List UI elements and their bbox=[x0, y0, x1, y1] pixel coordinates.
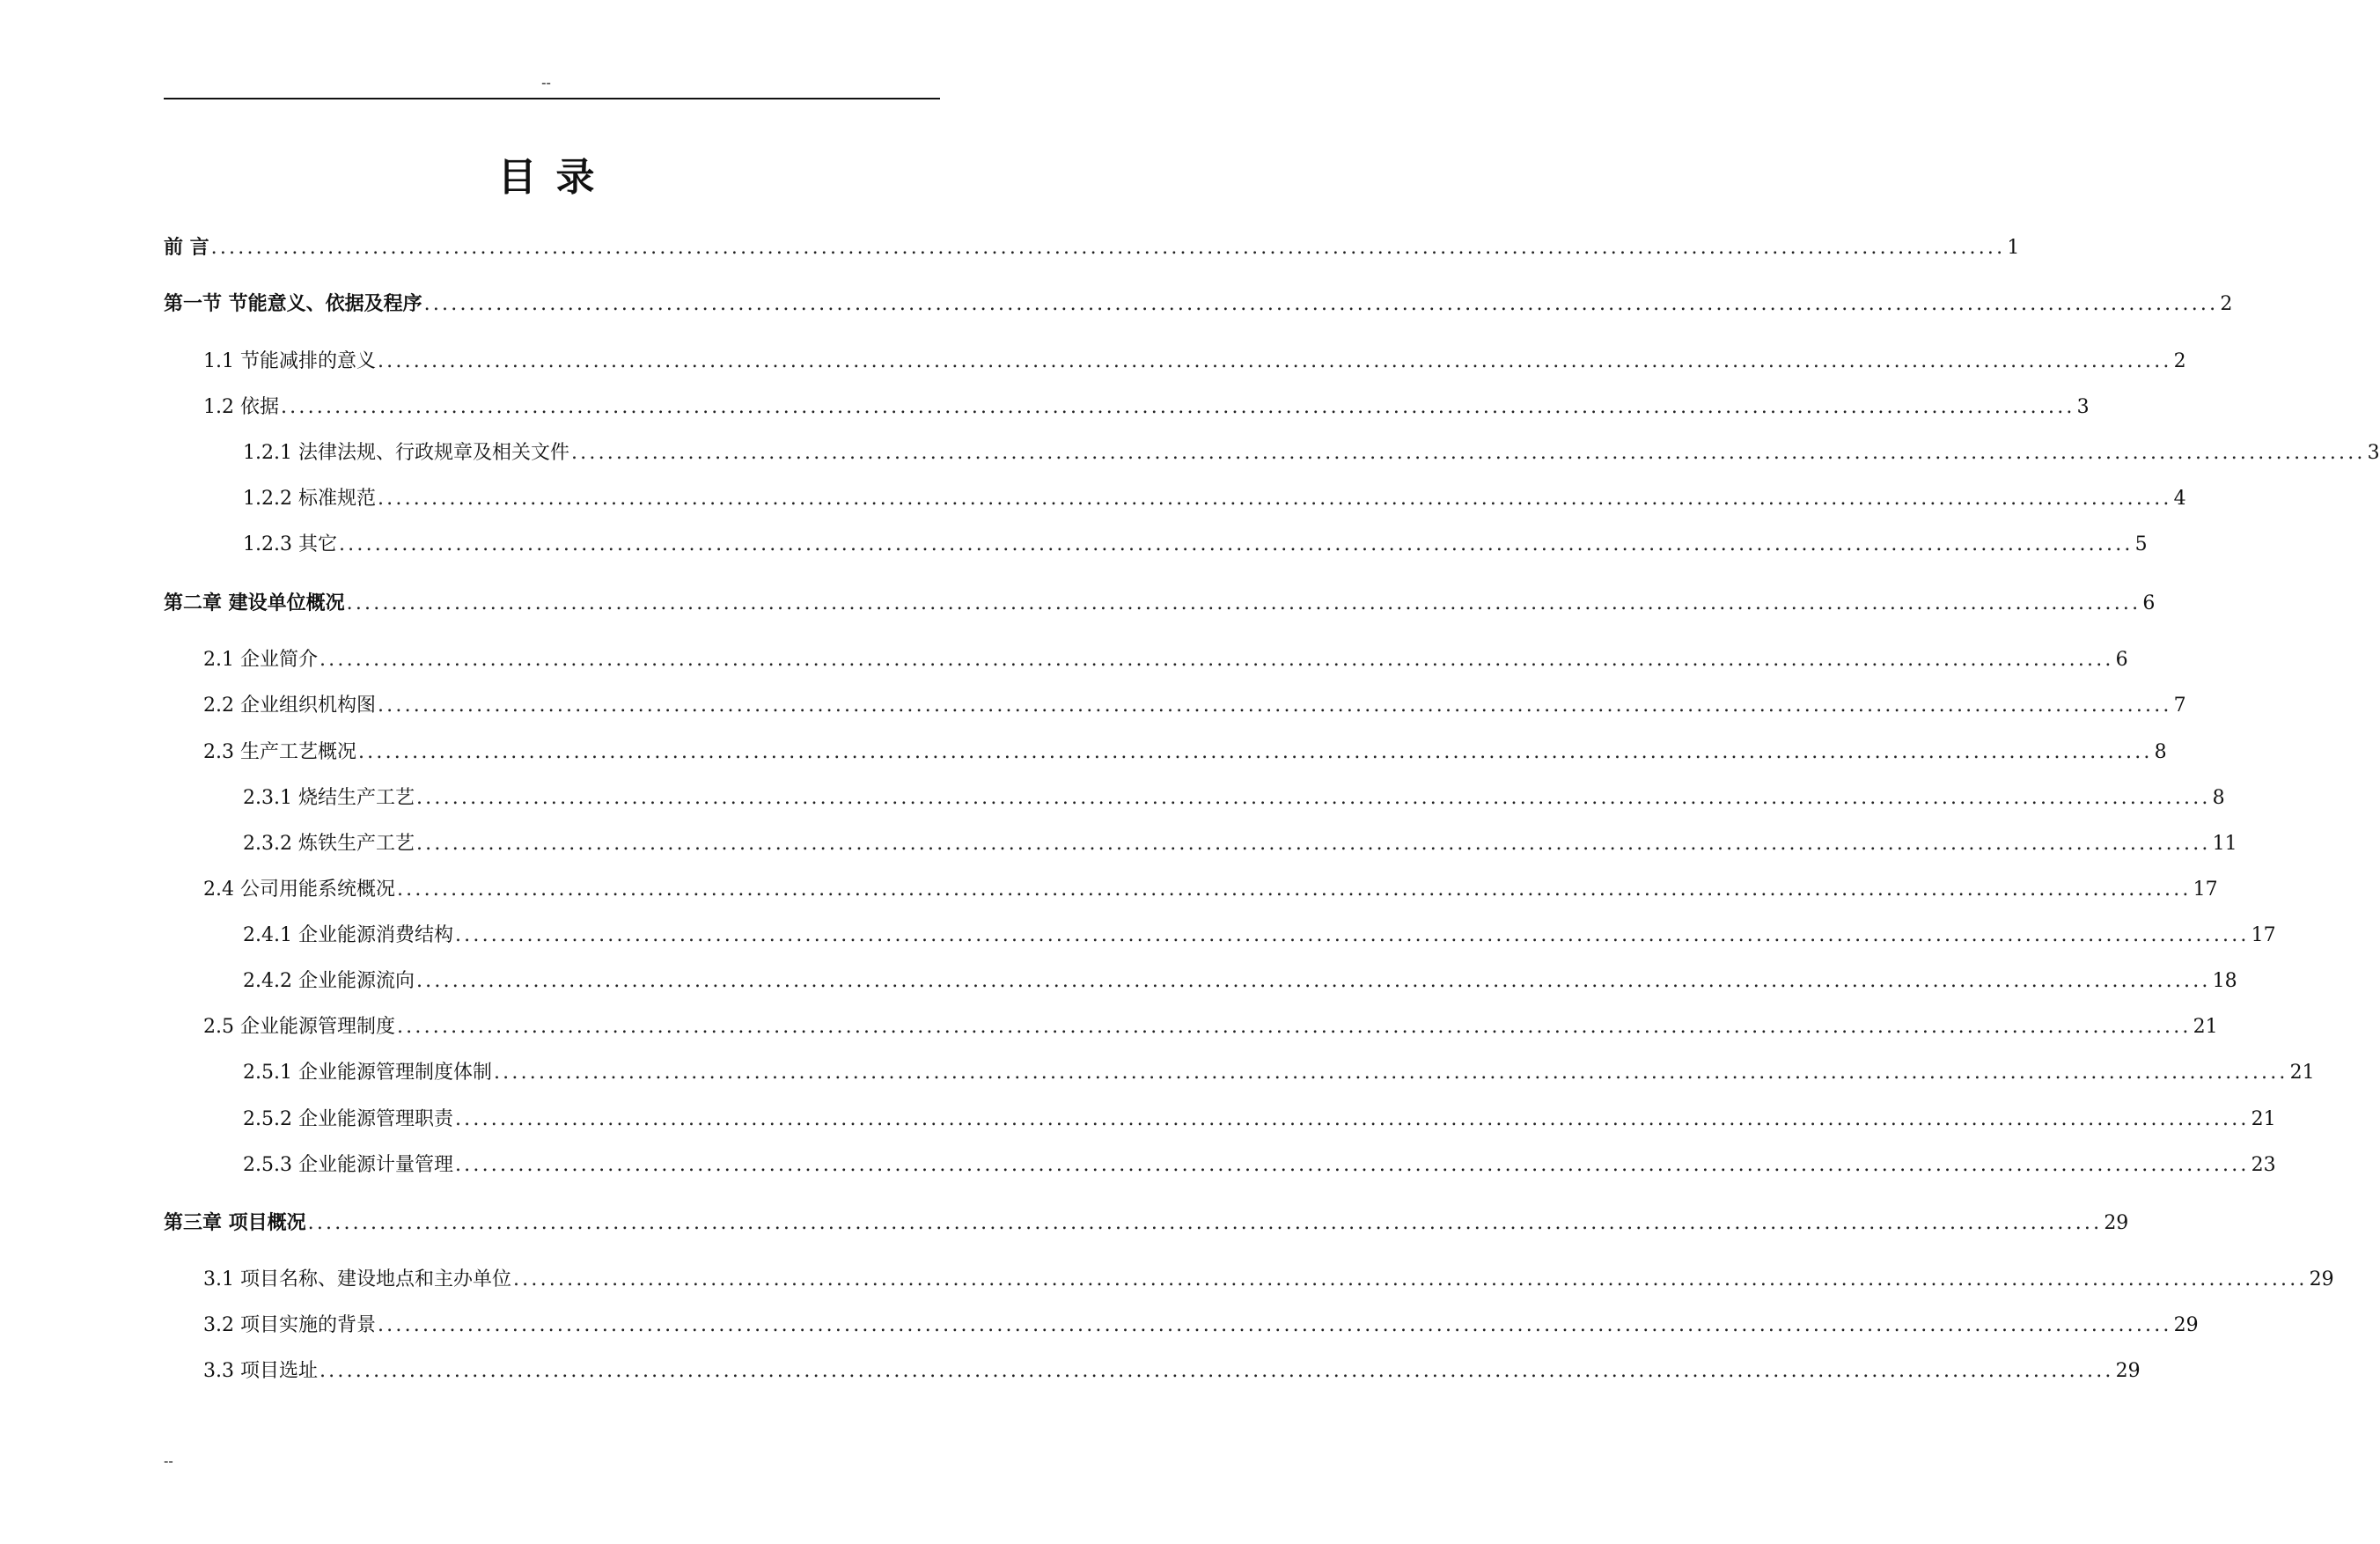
toc-entry-page: 29 bbox=[2104, 1212, 2129, 1234]
toc-entry-label: 第一节 节能意义、依据及程序 bbox=[164, 292, 422, 315]
toc-entry[interactable] bbox=[164, 290, 2233, 317]
toc-dot-leader: ........................................................................................................................................................................................................ bbox=[377, 1314, 2172, 1336]
toc-entry-label: 前 言 bbox=[164, 236, 209, 259]
toc-dot-leader: ........................................................................................................................................................................................................ bbox=[454, 1108, 2250, 1130]
toc-dot-leader: ........................................................................................................................................................................................................ bbox=[319, 1360, 2114, 1382]
toc-entry-page: 6 bbox=[2142, 592, 2156, 614]
toc-entry[interactable] bbox=[243, 440, 2380, 467]
toc-entry[interactable] bbox=[243, 1060, 2315, 1086]
toc-dot-leader: ........................................................................................................................................................................................................ bbox=[512, 1268, 2308, 1290]
toc-entry[interactable] bbox=[243, 532, 2148, 558]
toc-entry-page: 11 bbox=[2212, 833, 2237, 855]
toc-entry[interactable] bbox=[243, 923, 2276, 949]
toc-entry-label: 1.2.3 其它 bbox=[243, 532, 339, 558]
toc-dot-leader: ........................................................................................................................................................................................................ bbox=[357, 741, 2153, 763]
toc-entry[interactable] bbox=[203, 1358, 2141, 1385]
toc-dot-leader: ........................................................................................................................................................................................................ bbox=[319, 649, 2114, 671]
toc-entry-page: 17 bbox=[2251, 924, 2276, 946]
toc-entry[interactable] bbox=[243, 831, 2237, 857]
toc-entry-page: 21 bbox=[2289, 1062, 2315, 1084]
toc-entry-label: 1.1 节能减排的意义 bbox=[203, 349, 378, 375]
toc-entry-label: 2.4 公司用能系统概况 bbox=[203, 877, 397, 903]
toc-dot-leader: ........................................................................................................................................................................................................ bbox=[415, 833, 2211, 855]
toc-entry-page: 8 bbox=[2212, 787, 2225, 809]
toc-entry[interactable] bbox=[164, 234, 2020, 261]
toc-entry[interactable] bbox=[203, 349, 2186, 375]
toc-entry[interactable] bbox=[203, 693, 2186, 719]
toc-dot-leader: ........................................................................................................................................................................................................ bbox=[415, 787, 2211, 809]
toc-entry-page: 21 bbox=[2251, 1108, 2276, 1130]
toc-dot-leader: ........................................................................................................................................................................................................ bbox=[377, 695, 2172, 717]
toc-dot-leader: ........................................................................................................................................................................................................ bbox=[423, 293, 2219, 315]
toc-entry-page: 18 bbox=[2212, 970, 2237, 992]
toc-entry[interactable] bbox=[243, 785, 2225, 812]
toc-entry-label: 1.2.2 标准规范 bbox=[243, 486, 378, 512]
toc-entry-label: 2.3.1 烧结生产工艺 bbox=[243, 785, 416, 812]
toc-dot-leader: ........................................................................................................................................................................................................ bbox=[280, 396, 2075, 418]
toc-entry-label: 1.2 依据 bbox=[203, 394, 281, 421]
toc-dot-leader: ........................................................................................................................................................................................................ bbox=[570, 442, 2366, 464]
toc-entry[interactable] bbox=[164, 590, 2156, 616]
toc-dot-leader: ........................................................................................................................................................................................................ bbox=[396, 879, 2192, 901]
toc-entry[interactable] bbox=[203, 1267, 2334, 1293]
toc-entry-page: 4 bbox=[2173, 488, 2186, 510]
toc-entry[interactable] bbox=[203, 739, 2167, 766]
toc-entry-label: 2.2 企业组织机构图 bbox=[203, 693, 378, 719]
toc-entry-label: 第二章 建设单位概况 bbox=[164, 592, 345, 614]
toc-entry-label: 2.3 生产工艺概况 bbox=[203, 739, 358, 766]
page-footer-mark: -- bbox=[164, 1452, 173, 1469]
toc-entry-page: 1 bbox=[2007, 237, 2020, 259]
toc-entry-page: 29 bbox=[2115, 1360, 2141, 1382]
toc-entry-page: 6 bbox=[2115, 649, 2128, 671]
toc-entry-page: 29 bbox=[2309, 1268, 2334, 1290]
toc-entry[interactable] bbox=[203, 1014, 2218, 1040]
toc-dot-leader: ........................................................................................................................................................................................................ bbox=[210, 237, 2006, 259]
toc-entry-label: 3.1 项目名称、建设地点和主办单位 bbox=[203, 1267, 513, 1293]
toc-entry-page: 3 bbox=[2367, 442, 2380, 464]
toc-entry-label: 2.3.2 炼铁生产工艺 bbox=[243, 831, 416, 857]
toc-dot-leader: ........................................................................................................................................................................................................ bbox=[307, 1212, 2103, 1234]
toc-entry-page: 5 bbox=[2134, 533, 2148, 555]
toc-entry-label: 3.3 项目选址 bbox=[203, 1358, 320, 1385]
toc-entry-label: 第三章 项目概况 bbox=[164, 1211, 306, 1234]
toc-dot-leader: ........................................................................................................................................................................................................ bbox=[454, 1154, 2250, 1176]
toc-entry-page: 2 bbox=[2220, 293, 2233, 315]
toc-entry-label: 1.2.1 法律法规、行政规章及相关文件 bbox=[243, 440, 571, 467]
toc-entry-label: 3.2 项目实施的背景 bbox=[203, 1312, 378, 1339]
toc-entry-label: 2.5.2 企业能源管理职责 bbox=[243, 1107, 455, 1133]
toc-entry-label: 2.4.1 企业能源消费结构 bbox=[243, 923, 455, 949]
toc-entry[interactable] bbox=[243, 968, 2237, 995]
toc-entry[interactable] bbox=[164, 1209, 2129, 1236]
toc-entry-page: 7 bbox=[2173, 695, 2186, 717]
toc-dot-leader: ........................................................................................................................................................................................................ bbox=[454, 924, 2250, 946]
toc-entry[interactable] bbox=[203, 394, 2090, 421]
page-header-mark: -- bbox=[541, 74, 551, 91]
toc-dot-leader: ........................................................................................................................................................................................................ bbox=[396, 1016, 2192, 1038]
toc-dot-leader: ........................................................................................................................................................................................................ bbox=[338, 533, 2134, 555]
toc-entry[interactable] bbox=[203, 1312, 2199, 1339]
toc-entry-page: 17 bbox=[2193, 879, 2218, 901]
header-rule bbox=[164, 98, 940, 99]
toc-entry[interactable] bbox=[243, 486, 2186, 512]
toc-entry-page: 3 bbox=[2076, 396, 2090, 418]
toc-entry[interactable] bbox=[203, 647, 2128, 673]
toc-dot-leader: ........................................................................................................................................................................................................ bbox=[377, 350, 2172, 372]
toc-entry-page: 2 bbox=[2173, 350, 2186, 372]
toc-entry[interactable] bbox=[243, 1152, 2276, 1179]
toc-entry-label: 2.5 企业能源管理制度 bbox=[203, 1014, 397, 1040]
toc-title: 目录 bbox=[497, 155, 614, 200]
toc-dot-leader: ........................................................................................................................................................................................................ bbox=[493, 1062, 2288, 1084]
toc-entry-page: 21 bbox=[2193, 1016, 2218, 1038]
toc-entry[interactable] bbox=[243, 1107, 2276, 1133]
toc-entry-page: 29 bbox=[2173, 1314, 2199, 1336]
toc-entry-page: 23 bbox=[2251, 1154, 2276, 1176]
toc-entry[interactable] bbox=[203, 877, 2218, 903]
toc-entry-label: 2.5.3 企业能源计量管理 bbox=[243, 1152, 455, 1179]
toc-entry-label: 2.5.1 企业能源管理制度体制 bbox=[243, 1060, 494, 1086]
toc-dot-leader: ........................................................................................................................................................................................................ bbox=[346, 592, 2141, 614]
toc-dot-leader: ........................................................................................................................................................................................................ bbox=[377, 488, 2172, 510]
toc-entry-label: 2.1 企业简介 bbox=[203, 647, 320, 673]
toc-entry-page: 8 bbox=[2154, 741, 2167, 763]
toc-dot-leader: ........................................................................................................................................................................................................ bbox=[415, 970, 2211, 992]
toc-entry-label: 2.4.2 企业能源流向 bbox=[243, 968, 416, 995]
